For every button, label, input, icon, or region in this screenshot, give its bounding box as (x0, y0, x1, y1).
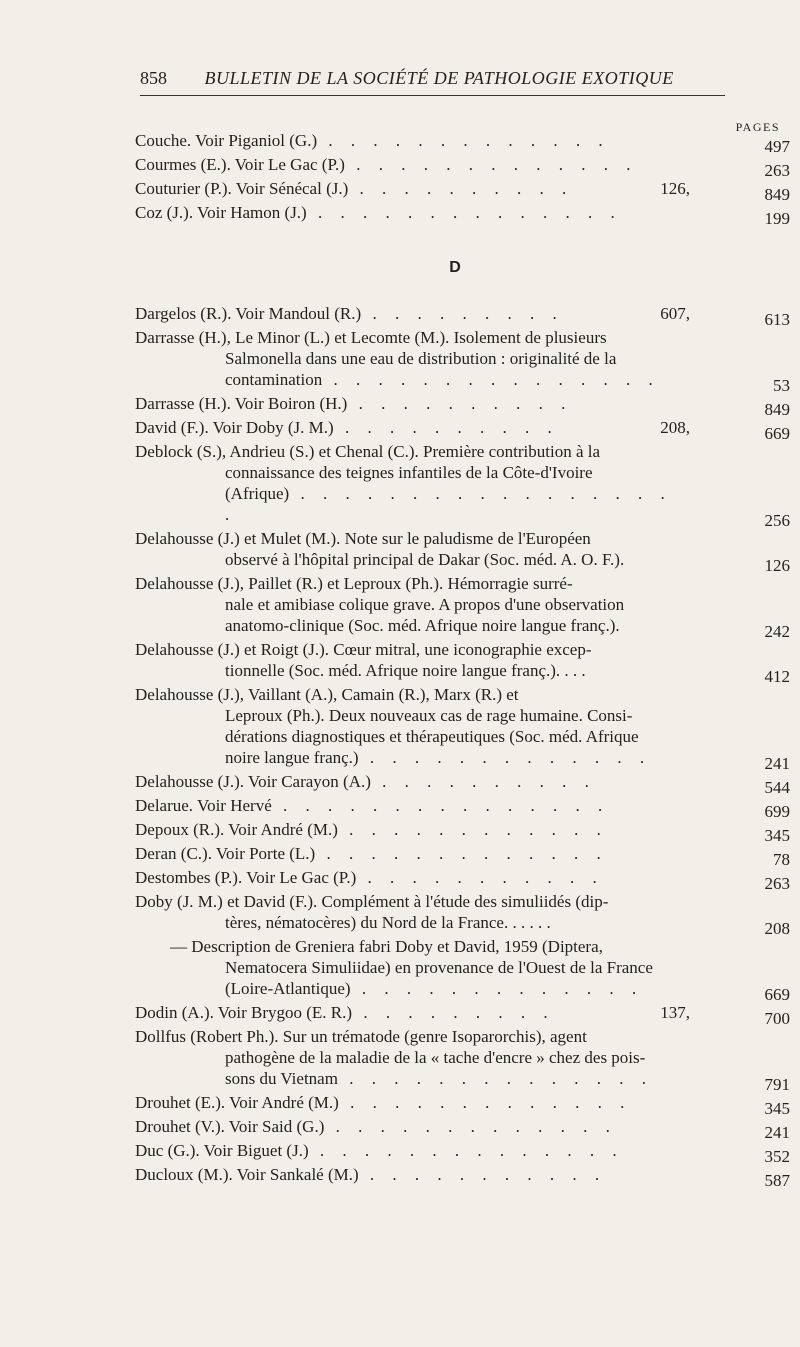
entry-page-number: 78 (773, 850, 790, 869)
index-entry (120, 936, 790, 1004)
entry-line: Darrasse (H.), Le Minor (L.) et Lecomte (M.). Isolement de plusieurs (135, 328, 607, 347)
entry-page-number: 199 (764, 209, 790, 228)
entry-page-number: 412 (764, 667, 790, 686)
entry-page-number: 613 (764, 310, 790, 329)
entry-line: Depoux (R.). Voir André (M.) . . . . . . . . . . . . (135, 820, 608, 839)
entry-line: contamination . . . . . . . . . . . . . . . (225, 370, 660, 389)
entry-line: Drouhet (E.). Voir André (M.) . . . . . . . . . . . . . (135, 1093, 632, 1112)
entry-line: Drouhet (V.). Voir Said (G.) . . . . . . . . . . . . . (135, 1117, 617, 1136)
entry-line: Nematocera Simuliidae) en provenance de l'Ouest de la France (225, 958, 653, 977)
entry-line: Delahousse (J.), Vaillant (A.), Camain (R.), Marx (R.) et (135, 685, 519, 704)
entry-page-number: 241 (764, 1123, 790, 1142)
entry-line: observé à l'hôpital principal de Dakar (Soc. méd. A. O. F.). (225, 550, 625, 569)
entry-page-number: 53 (773, 376, 790, 395)
entry-page-ref: 607, (660, 304, 690, 323)
entry-line: Dollfus (Robert Ph.). Sur un trématode (genre Isoparorchis), agent (135, 1027, 587, 1046)
index-entries (120, 130, 790, 1188)
leader-dots: . . . . . . . . . . . . . (358, 748, 652, 767)
entry-line: Delahousse (J.) et Mulet (M.). Note sur le paludisme de l'Européen (135, 529, 591, 548)
leader-dots: . . . . . . . . . . (333, 418, 559, 437)
index-entry (120, 528, 790, 575)
index-entry (120, 393, 790, 419)
entry-page-number: 345 (764, 1099, 790, 1118)
leader-dots: . . . . . . . . . (361, 304, 564, 323)
entry-line: Couturier (P.). Voir Sénécal (J.) . . . . . . . . . . (135, 179, 574, 198)
entry-line: Deblock (S.), Andrieu (S.) et Chenal (C.). Première contribution à la (135, 442, 601, 461)
leader-dots: . . . . . . . . . . . . . (338, 1093, 632, 1112)
leader-dots: . . . . . . . . . . . . . (315, 844, 608, 863)
entry-page-ref: 137, (660, 1003, 690, 1022)
entry-page-number: 352 (764, 1147, 790, 1166)
index-entry (120, 843, 790, 869)
entry-page-number: 791 (764, 1075, 790, 1094)
entry-line: Delahousse (J.), Paillet (R.) et Leproux (Ph.). Hémorragie surré- (135, 574, 573, 593)
entry-page-number: 208 (764, 919, 790, 938)
entry-line: Salmonella dans une eau de distribution : originalité de la (225, 349, 617, 368)
entry-line: Leproux (Ph.). Deux nouveaux cas de rage humaine. Consi- (225, 706, 633, 725)
entry-line: Dodin (A.). Voir Brygoo (E. R.) . . . . . . . . . (135, 1003, 555, 1022)
entry-page-number: 256 (764, 511, 790, 530)
leader-dots: . . . . . . . . . . . . . (350, 979, 644, 998)
header-rule (140, 95, 725, 96)
leader-dots: . . . . . . . . . . . . . . (306, 203, 622, 222)
index-entry (120, 891, 790, 938)
leader-dots: . . . . . . . . . . . . . (317, 131, 610, 150)
entry-page-number: 242 (764, 622, 790, 641)
entry-line: pathogène de la maladie de la « tache d'encre » chez des pois- (225, 1048, 646, 1067)
leader-dots: . . . . . . . . . . (347, 394, 573, 413)
page-number: 858 (140, 68, 167, 88)
index-entry (120, 684, 790, 773)
leader-dots: . . . . . . . . . . . . . (344, 155, 638, 174)
entry-line: Delahousse (J.) et Roigt (J.). Cœur mitral, une iconographie excep- (135, 640, 592, 659)
entry-line: noire langue franç.) . . . . . . . . . . . . . (225, 748, 652, 767)
leader-dots: . . . . . . . . . . (348, 179, 574, 198)
entry-page-number: 126 (764, 556, 790, 575)
index-entry (120, 1002, 790, 1028)
entry-line: — Description de Greniera fabri Doby et David, 1959 (Diptera, (170, 937, 603, 956)
entry-line: Darrasse (H.). Voir Boiron (H.) . . . . . . . . . . (135, 394, 573, 413)
entry-page-number: 544 (764, 778, 790, 797)
entry-page-number: 345 (764, 826, 790, 845)
index-entry (120, 867, 790, 893)
leader-dots: . . . . . . . . . . . (358, 1165, 607, 1184)
index-entry (120, 1116, 790, 1142)
leader-dots: . . . . . . . . . (352, 1003, 555, 1022)
index-entry (120, 417, 790, 443)
leader-dots: . . . . . . . . . . . . (337, 820, 608, 839)
index-entry (120, 639, 790, 686)
leader-dots: . . . . . . . . . . (370, 772, 596, 791)
leader-dots: . . . . . . . . . . . . . . . . . . (225, 484, 672, 524)
entry-page-number: 241 (764, 754, 790, 773)
entry-line: Ducloux (M.). Voir Sankalé (M.) . . . . . . . . . . . (135, 1165, 607, 1184)
entry-line: Couche. Voir Piganiol (G.) . . . . . . . . . . . . . (135, 131, 610, 150)
entry-line: Coz (J.). Voir Hamon (J.) . . . . . . . . . . . . . . (135, 203, 622, 222)
entry-page-number: 669 (764, 985, 790, 1004)
entry-page-number: 263 (764, 161, 790, 180)
entry-line: Doby (J. M.) et David (F.). Complément à l'étude des simuliidés (dip- (135, 892, 609, 911)
index-entry (120, 573, 790, 641)
entry-line: (Afrique) . . . . . . . . . . . . . . . . . . (225, 484, 672, 524)
index-entry (120, 1164, 790, 1190)
entry-page-ref: 126, (660, 179, 690, 198)
index-entry (120, 1092, 790, 1118)
entry-page-number: 587 (764, 1171, 790, 1190)
index-entry (120, 130, 790, 156)
entry-line: Delarue. Voir Hervé . . . . . . . . . . . . . . . (135, 796, 610, 815)
index-entry (120, 1140, 790, 1166)
entry-line: sons du Vietnam . . . . . . . . . . . . . . (225, 1069, 653, 1088)
entry-line: Duc (G.). Voir Biguet (J.) . . . . . . . . . . . . . . (135, 1141, 624, 1160)
entry-page-number: 700 (764, 1009, 790, 1028)
entry-line: (Loire-Atlantique) . . . . . . . . . . . . . (225, 979, 644, 998)
entry-line: Courmes (E.). Voir Le Gac (P.) . . . . . . . . . . . . . (135, 155, 638, 174)
entry-page-ref: 208, (660, 418, 690, 437)
journal-title: BULLETIN DE LA SOCIÉTÉ DE PATHOLOGIE EXOTIQUE (204, 68, 674, 88)
index-entry (120, 441, 790, 530)
entry-line: connaissance des teignes infantiles de la Côte-d'Ivoire (225, 463, 593, 482)
entry-line: tionnelle (Soc. méd. Afrique noire langue franç.). . . . (225, 661, 586, 680)
entry-page-number: 849 (764, 185, 790, 204)
entry-page-number: 699 (764, 802, 790, 821)
entry-page-number: 849 (764, 400, 790, 419)
leader-dots: . . . . . . . . . . . . . (324, 1117, 617, 1136)
index-entry (120, 327, 790, 395)
leader-dots: . . . . . . . . . . . (356, 868, 604, 887)
index-entry (120, 1026, 790, 1094)
index-entry (120, 819, 790, 845)
index-entry (120, 795, 790, 821)
entry-line: Destombes (P.). Voir Le Gac (P.) . . . . . . . . . . . (135, 868, 604, 887)
index-entry (120, 178, 790, 204)
leader-dots: . . . . . . . . . . . . . . . (271, 796, 610, 815)
leader-dots: . . . . . . . . . . . . . . . (322, 370, 660, 389)
index-entry (120, 202, 790, 228)
entry-line: dérations diagnostiques et thérapeutiques (Soc. méd. Afrique (225, 727, 639, 746)
entry-line: David (F.). Voir Doby (J. M.) . . . . . . . . . . (135, 418, 559, 437)
entry-line: Deran (C.). Voir Porte (L.) . . . . . . . . . . . . . (135, 844, 608, 863)
index-entry (120, 303, 790, 329)
entry-page-number: 669 (764, 424, 790, 443)
entry-line: Delahousse (J.). Voir Carayon (A.) . . . . . . . . . . (135, 772, 596, 791)
leader-dots: . . . . . . . . . . . . . . (337, 1069, 653, 1088)
pages-column-label: PAGES (735, 120, 780, 134)
entry-line: tères, nématocères) du Nord de la France. . . . . . (225, 913, 551, 932)
running-header (140, 68, 710, 89)
entry-line: anatomo-clinique (Soc. méd. Afrique noire langue franç.). (225, 616, 620, 635)
entry-page-number: 263 (764, 874, 790, 893)
index-entry (120, 154, 790, 180)
index-entry (120, 771, 790, 797)
entry-line: nale et amibiase colique grave. A propos d'une observation (225, 595, 625, 614)
entry-line: Dargelos (R.). Voir Mandoul (R.) . . . . . . . . . (135, 304, 564, 323)
leader-dots: . . . . . . . . . . . . . . (308, 1141, 624, 1160)
entry-page-number: 497 (764, 137, 790, 156)
section-letter: D (449, 259, 461, 276)
